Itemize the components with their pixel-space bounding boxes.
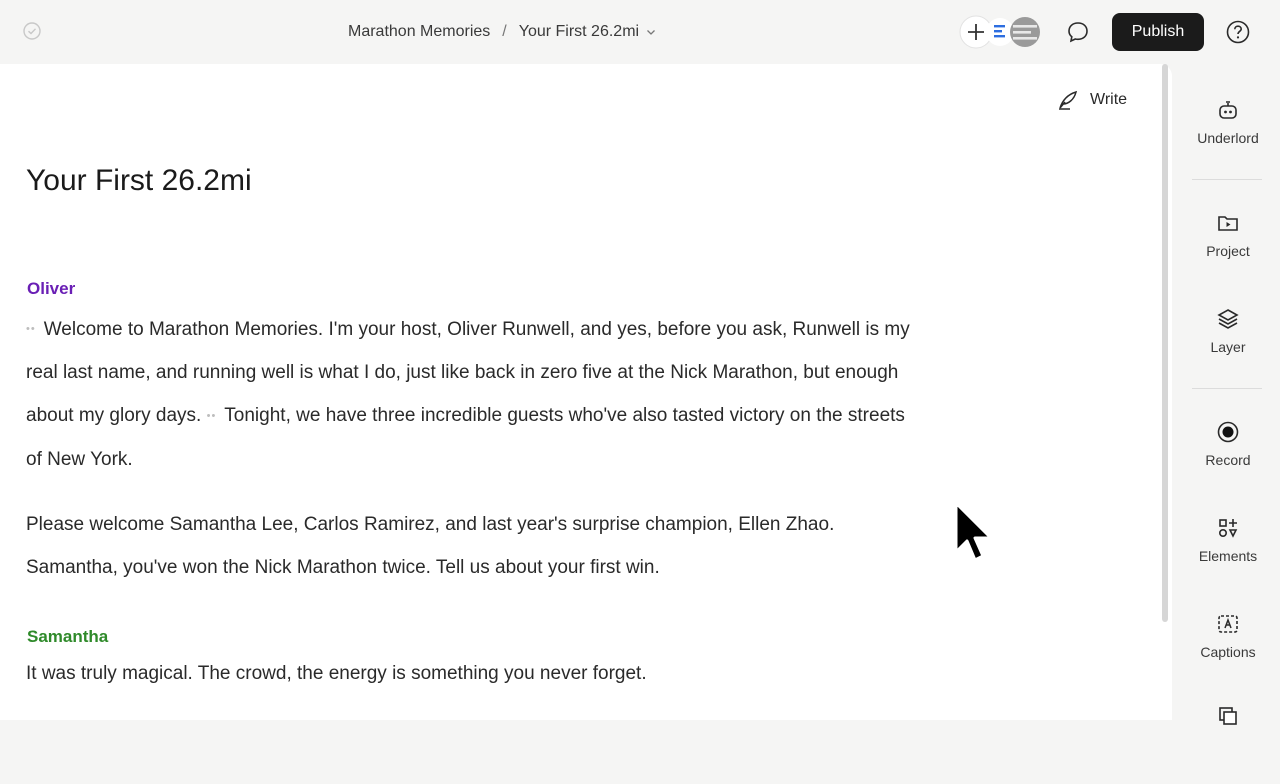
right-sidebar bbox=[1176, 64, 1280, 720]
pause-marker[interactable]: •• bbox=[206, 409, 217, 422]
sidebar-item-record[interactable] bbox=[1176, 420, 1280, 500]
transcript-sentence[interactable]: Welcome to Marathon Memories. I'm your host, Oliver Runwell, and yes, before you ask, Runwell is my real last name, and running well is what I do, just like back in zero five at the Nick Marathon, but enough about my glory days. bbox=[26, 319, 910, 427]
sidebar-item-elements[interactable] bbox=[1176, 516, 1280, 596]
sidebar-divider bbox=[1192, 179, 1262, 180]
comment-icon[interactable] bbox=[1064, 18, 1092, 46]
transcript-editor[interactable] bbox=[0, 64, 1172, 720]
write-button[interactable] bbox=[1056, 86, 1127, 114]
record-icon bbox=[1216, 420, 1240, 444]
shapes-icon bbox=[1216, 516, 1240, 540]
sidebar-item-label: Record bbox=[1205, 452, 1251, 468]
publish-button[interactable]: Publish bbox=[1112, 13, 1204, 51]
sidebar-item-label: Captions bbox=[1200, 644, 1256, 660]
breadcrumb-separator: / bbox=[502, 23, 507, 40]
sidebar-divider bbox=[1192, 388, 1262, 389]
sidebar-item-project[interactable] bbox=[1176, 211, 1280, 291]
quill-icon bbox=[1056, 88, 1080, 112]
robot-icon bbox=[1216, 98, 1240, 122]
pause-marker[interactable]: •• bbox=[26, 323, 36, 336]
sidebar-item-label: Project bbox=[1206, 243, 1250, 259]
sidebar-item-layer[interactable] bbox=[1176, 307, 1280, 387]
captions-icon bbox=[1216, 612, 1240, 636]
breadcrumb-project[interactable]: Marathon Memories bbox=[348, 23, 491, 40]
transcript-paragraph[interactable]: Please welcome Samantha Lee, Carlos Ramirez, and last year's surprise champion, Ellen Zhao. Samantha, you've won the Nick Marathon twice. Tell us about your first win. bbox=[26, 514, 835, 578]
transcript-sentence[interactable]: Tonight, we have three incredible guests who've also tasted victory on the streets of New York. bbox=[26, 405, 905, 470]
transcript-paragraph[interactable] bbox=[26, 308, 926, 481]
sidebar-item-captions[interactable] bbox=[1176, 612, 1280, 692]
layers-icon bbox=[1216, 307, 1240, 331]
sidebar-item-label: Layer bbox=[1210, 339, 1246, 355]
editor-scrollbar[interactable] bbox=[1162, 64, 1168, 622]
speaker-label-oliver[interactable]: Oliver bbox=[27, 279, 76, 298]
chevron-down-icon[interactable] bbox=[645, 26, 657, 38]
transcript-paragraph[interactable]: It was truly magical. The crowd, the energy is something you never forget. bbox=[26, 663, 647, 684]
document-title[interactable]: Your First 26.2mi bbox=[26, 164, 252, 197]
write-label: Write bbox=[1090, 91, 1128, 108]
help-icon[interactable] bbox=[1224, 18, 1252, 46]
folder-play-icon bbox=[1216, 211, 1240, 235]
sidebar-item-label: Underlord bbox=[1197, 130, 1259, 146]
breadcrumb-document[interactable]: Your First 26.2mi bbox=[518, 23, 640, 40]
top-bar bbox=[0, 0, 1280, 64]
sidebar-item-more[interactable] bbox=[1176, 704, 1280, 784]
sidebar-item-underlord[interactable] bbox=[1176, 98, 1280, 178]
sidebar-item-label: Elements bbox=[1198, 548, 1258, 564]
check-circle-icon[interactable] bbox=[22, 21, 42, 41]
breadcrumb bbox=[348, 21, 657, 43]
collaborators-icon[interactable] bbox=[958, 14, 1048, 50]
media-icon bbox=[1216, 704, 1240, 728]
speaker-label-samantha[interactable]: Samantha bbox=[27, 627, 109, 646]
